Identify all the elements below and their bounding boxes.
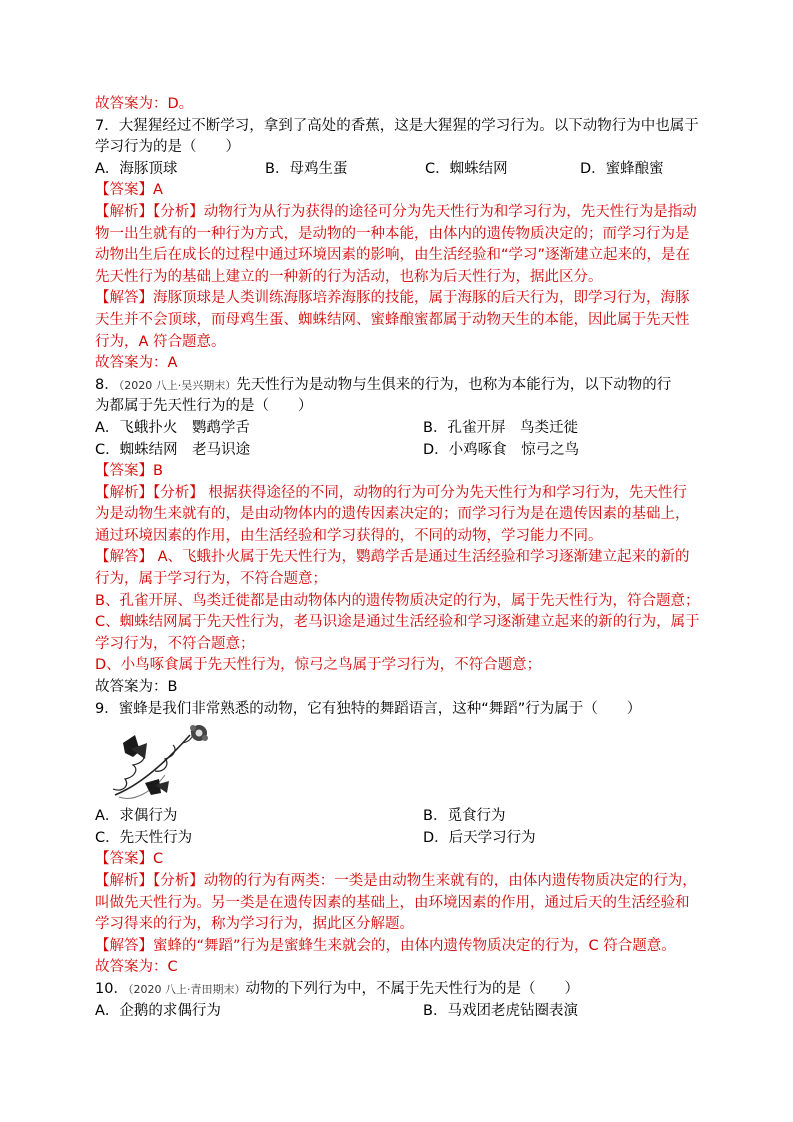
q9-final-answer: 故答案为：C (95, 959, 178, 976)
q9-option-b: B．觅食行为 (423, 808, 506, 825)
q7-option-a: A．海豚顶球 (95, 160, 178, 177)
bee-dance-figure (95, 723, 705, 803)
q10-options-row1 (95, 1001, 705, 1023)
q9-analysis-line: 【解析】【分析】动物的行为有两类：一类是由动物生来就有的，由体内遗传物质决定的行为， (95, 873, 697, 889)
q8-option-b: B．孔雀开屏 鸟类迁徙 (423, 419, 578, 436)
q8-solution-line: 行为，属于学习行为，不符合题意； (95, 571, 327, 588)
q9-option-a: A．求偶行为 (95, 808, 178, 825)
q8-stem-line1 (95, 375, 705, 397)
q8-analysis-line: 为是动物生来就有的，是由动物体内的遗传因素决定的；而学习行为是在遗传因素的基础上， (95, 506, 690, 523)
q8-stem-line2: 为都属于先天性行为的是（ ） (95, 398, 313, 415)
q9-options-row1 (95, 806, 705, 828)
q7-analysis-line: 先天性行为的基础上建立的一种新的行为活动，也称为后天性行为，据此区分。 (95, 268, 603, 285)
q7-solution-line: 【解答】海豚顶球是人类训练海豚培养海豚的技能，属于海豚的后天行为，即学习行为，海豚 (95, 290, 690, 307)
q7-stem-line1: 7．大猩猩经过不断学习，拿到了高处的香蕉，这是大猩猩的学习行为。以下动物行为中也属于 (95, 117, 699, 134)
q8-option-a: A．飞蛾扑火 鹦鹉学舌 (95, 419, 250, 436)
q8-options-row2 (95, 440, 705, 462)
q10-stem (95, 979, 705, 1001)
q8-solution-line: D、小鸟啄食属于先天性行为，惊弓之鸟属于学习行为，不符合题意； (95, 657, 542, 674)
q8-solution-line: 【解答】 A、飞蛾扑火属于先天性行为，鹦鹉学舌是通过生活经验和学习逐渐建立起来的新的 (95, 549, 690, 566)
bee-shape (123, 735, 169, 795)
q10-option-a: A．企鹅的求偶行为 (95, 1002, 221, 1019)
q10-stem-text: 动物的下列行为中，不属于先天性行为的是（ ） (245, 980, 579, 997)
q7-answer: 【答案】A (95, 182, 163, 199)
q8-final-answer: 故答案为：B (95, 679, 178, 696)
q8-source: （2020 八上·吴兴期末） (118, 378, 237, 392)
q9-stem: 9．蜜蜂是我们非常熟悉的动物，它有独特的舞蹈语言，这种“舞蹈”行为属于（ ） (95, 700, 642, 717)
q8-analysis-line: 【解析】【分析】 根据获得途径的不同，动物的行为可分为先天性行为和学习行为，先天性行 (95, 484, 687, 501)
q7-option-b: B．母鸡生蛋 (265, 160, 348, 177)
q8-option-c: C．蜘蛛结网 老马识途 (95, 441, 251, 458)
q8-option-d: D．小鸡啄食 惊弓之鸟 (423, 441, 580, 458)
flower-icon (190, 725, 208, 741)
q7-final-answer: 故答案为：A (95, 355, 178, 372)
q8-solution-line: B、孔雀开屏、鸟类迁徙都是由动物体内的遗传物质决定的行为，属于先天性行为，符合题意； (95, 592, 700, 609)
q10-option-b: B．马戏团老虎钻圈表演 (423, 1002, 578, 1019)
q8-stem-text: 先天性行为是动物与生俱来的行为，也称为本能行为，以下动物的行 (236, 376, 672, 393)
q9-option-d: D．后天学习行为 (423, 829, 536, 846)
q9-analysis-line: 学习得来的行为，称为学习行为，据此区分解题。 (95, 916, 414, 933)
q8-options-row1 (95, 418, 705, 440)
q7-analysis-line: 动物出生后在成长的过程中通过环境因素的影响，由生活经验和“学习”逐渐建立起来的，是在 (95, 247, 691, 264)
document-page (95, 94, 705, 1022)
q7-solution-line: 天生并不会顶球，而母鸡生蛋、蜘蛛结网、蜜蜂酿蜜都属于动物天生的本能，因此属于先天性 (95, 311, 690, 328)
q7-analysis-line: 【解析】【分析】动物行为从行为获得的途径可分为先天性行为和学习行为，先天性行为是指动 (95, 203, 697, 220)
q9-options-row2 (95, 828, 705, 850)
q7-option-d: D．蜜蜂酿蜜 (580, 160, 664, 177)
q7-stem-line2: 学习行为的是（ ） (95, 139, 240, 156)
q7-solution-line: 行为，A 符合题意。 (95, 333, 226, 350)
bee-dance-illustration (95, 723, 215, 803)
q10-number: 10． (95, 980, 128, 997)
q8-analysis-line: 通过环境因素的作用，由生活经验和学习获得的，不同的动物，学习能力不同。 (95, 527, 603, 544)
q7-options (95, 159, 705, 181)
q9-solution-line: 【解答】蜜蜂的“舞蹈”行为是蜜蜂生来就会的，由体内遗传物质决定的行为，C 符合题意。 (95, 937, 676, 954)
q8-number: 8． (95, 376, 119, 393)
prev-final-answer: 故答案为：D。 (95, 96, 194, 112)
q9-answer: 【答案】C (95, 851, 164, 868)
q8-answer: 【答案】B (95, 463, 163, 480)
q8-solution-line: C、蜘蛛结网属于先天性行为，老马识途是通过生活经验和学习逐渐建立起来的新的行为，属于 (95, 614, 700, 631)
q9-analysis-line: 叫做先天性行为。另一类是在遗传因素的基础上，由环境因素的作用，通过后天的生活经验和 (95, 894, 690, 911)
q10-source: （2020 八上·青田期末） (127, 982, 246, 996)
q9-option-c: C．先天性行为 (95, 829, 193, 846)
q7-analysis-line: 物一出生就有的一种行为方式，是动物的一种本能，由体内的遗传物质决定的；而学习行为是 (95, 225, 690, 242)
q7-option-c: C．蜘蛛结网 (425, 160, 508, 177)
q8-solution-line: 学习行为，不符合题意； (95, 635, 255, 652)
